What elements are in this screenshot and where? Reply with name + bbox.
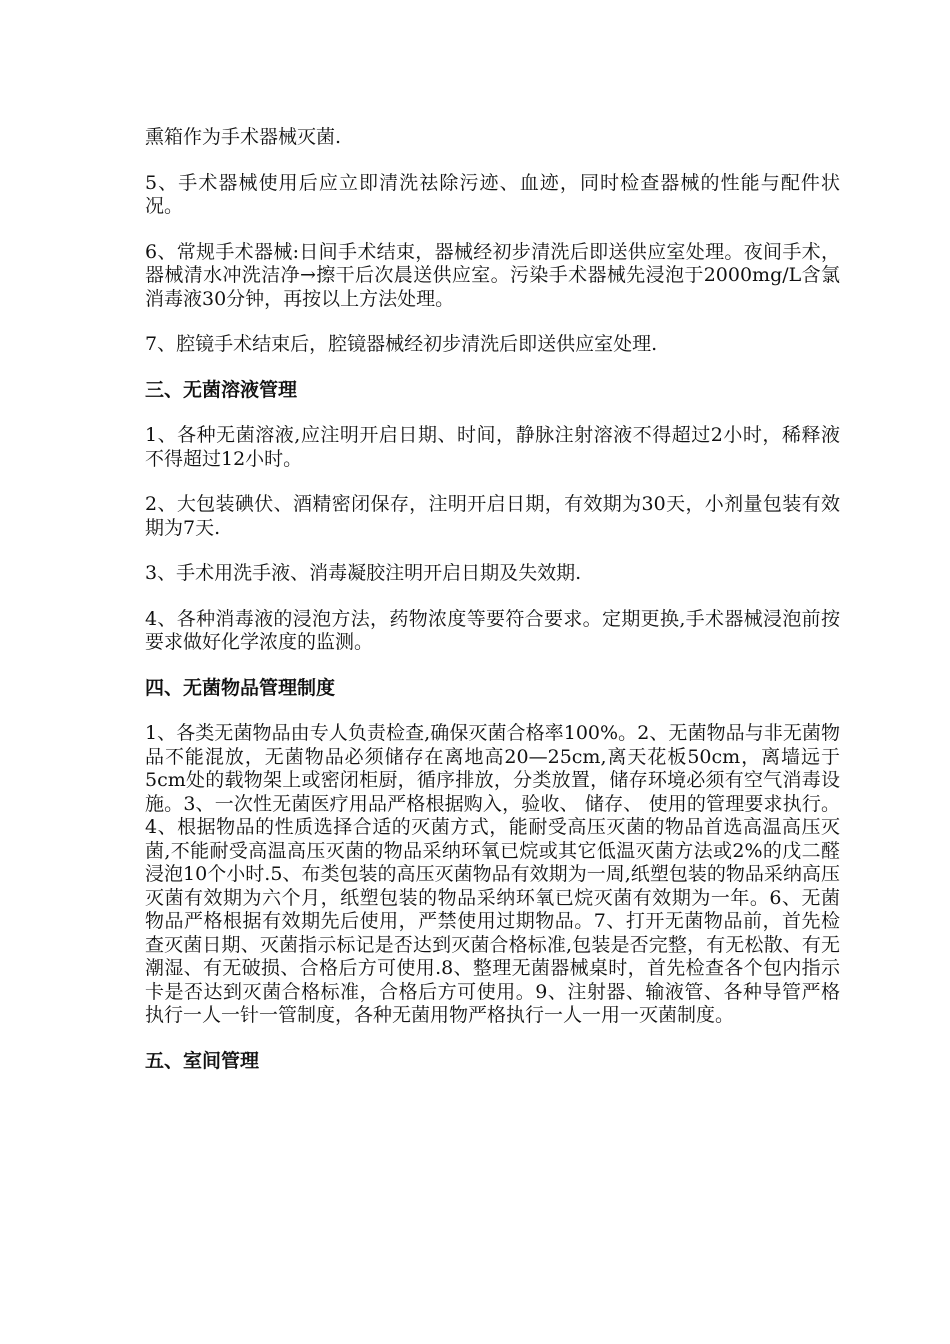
paragraph-item-7: 7、腔镜手术结束后，腔镜器械经初步清洗后即送供应室处理. [145, 333, 658, 355]
heading-section-5: 五、室间管理 [145, 1049, 260, 1072]
paragraph-solution-4: 4、各种消毒液的浸泡方法，药物浓度等要符合要求。定期更换,手术器械浸泡前按要求做好化学浓度的监测。 [145, 607, 840, 653]
paragraph-item-6: 6、常规手术器械:日间手术结束，器械经初步清洗后即送供应室处理。夜间手术，器械清水冲洗洁净→擦干后次晨送供应室。污染手术器械先浸泡于2000mg/L含氯消毒液30分钟，再按以上方法处理。 [145, 240, 840, 310]
paragraph-solution-2: 2、大包装碘伏、酒精密闭保存，注明开启日期，有效期为30天，小剂量包装有效期为7天. [145, 493, 840, 539]
paragraph-sterile-items: 1、各类无菌物品由专人负责检查,确保灭菌合格率100%。2、无菌物品与非无菌物品不能混放，无菌物品必须储存在离地高20—25cm,离天花板50cm，离墙远于5cm处的载物架上或密闭柜厨，循序排放，分类放置，储存环境必须有空气消毒设施。3、一次性无菌医疗用品严格根据购入，验收、 储存、 使用的管理要求执行。4、根据物品的性质选择合适的灭菌方式，能耐受高压灭菌的物品首选高温高压灭菌,不能耐受高温高压灭菌的物品采纳环氧已烷或其它低温灭菌方法或2%的戊二醛浸泡10个小时.5、布类包装的高压灭菌物品有效期为一周,纸塑包装的物品采纳高压灭菌有效期为六个月，纸塑包装的物品采纳环氧已烷灭菌有效期为一年。6、无菌物品严格根据有效期先后使用，严禁使用过期物品。7、打开无菌物品前，首先检查灭菌日期、灭菌指示标记是否达到灭菌合格标准,包装是否完整，有无松散、有无潮湿、有无破损、合格后方可使用.8、整理无菌器械桌时，首先检查各个包内指示卡是否达到灭菌合格标准，合格后方可使用。9、注射器、输液管、各种导管严格执行一人一针一管制度，各种无菌用物严格执行一人一用一灭菌制度。 [145, 722, 840, 1026]
paragraph-solution-3: 3、手术用洗手液、消毒凝胶注明开启日期及失效期. [145, 562, 582, 584]
heading-section-3: 三、无菌溶液管理 [145, 378, 298, 401]
document-page [145, 126, 840, 1095]
paragraph-sterilization-end: 熏箱作为手术器械灭菌. [145, 126, 342, 148]
paragraph-item-5: 5、手术器械使用后应立即清洗祛除污迹、血迹，同时检查器械的性能与配件状况。 [145, 171, 840, 217]
heading-section-4: 四、无菌物品管理制度 [145, 676, 336, 699]
paragraph-solution-1: 1、各种无菌溶液,应注明开启日期、时间，静脉注射溶液不得超过2小时，稀释液不得超过12小时。 [145, 424, 840, 470]
